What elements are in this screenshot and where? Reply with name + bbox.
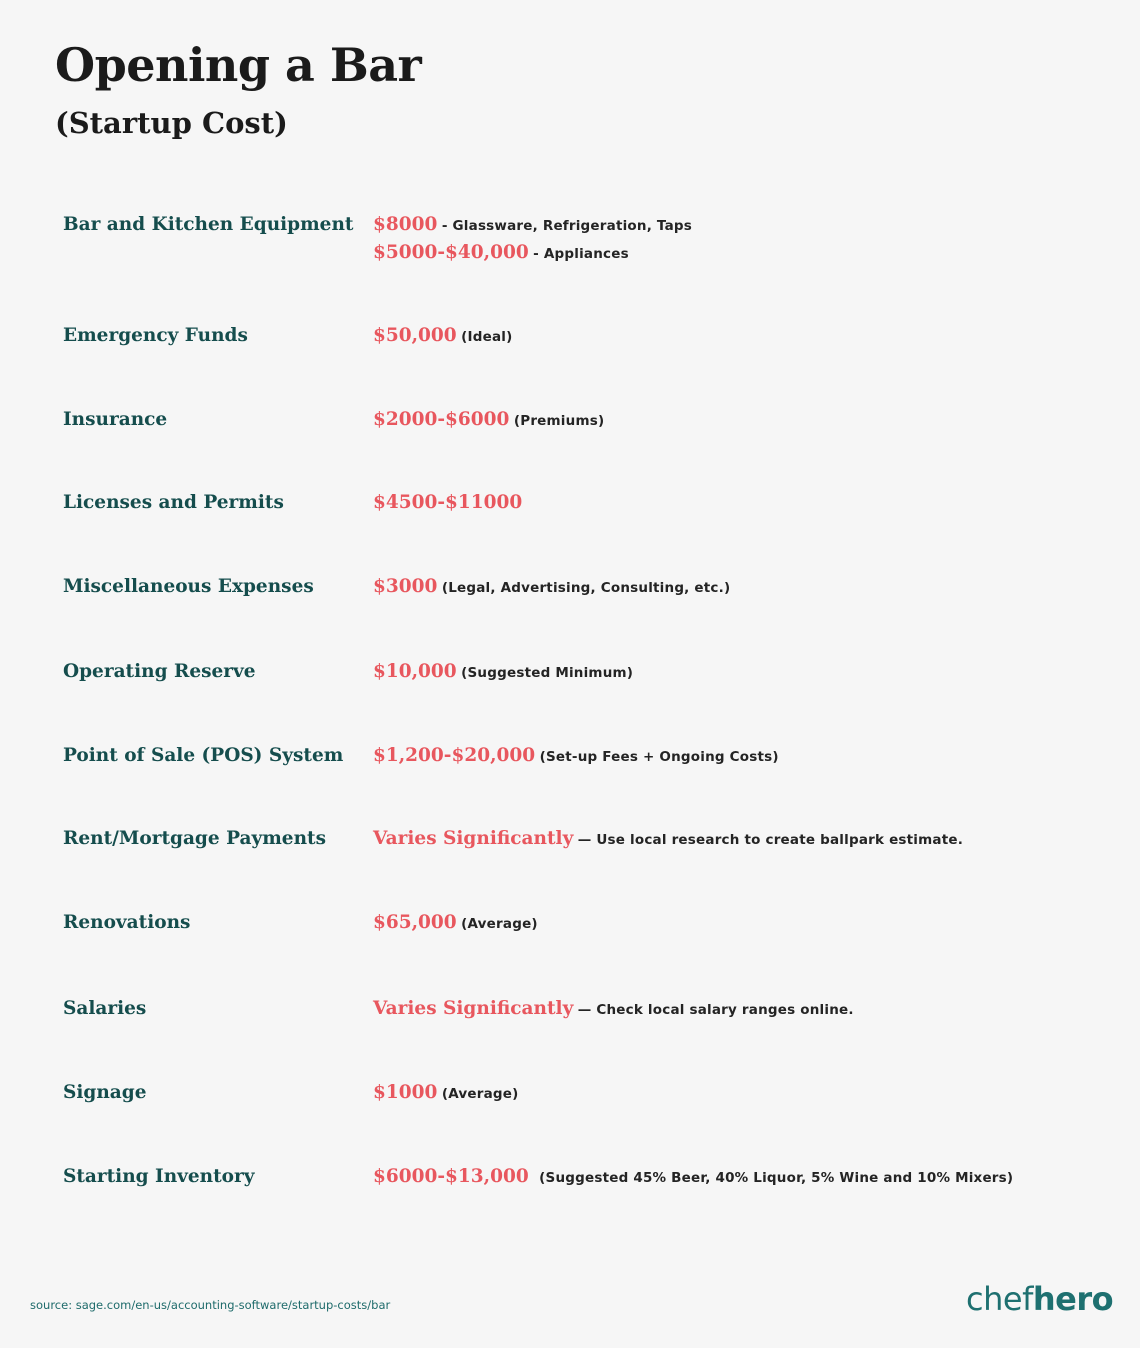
cost-note: — Check local salary ranges online. [577, 1002, 854, 1018]
cost-label: Renovations [63, 912, 191, 933]
cost-amount: $1000 [373, 1082, 438, 1103]
cost-values [373, 996, 854, 1024]
cost-label: Signage [63, 1082, 147, 1103]
cost-amount: Varies Significantly [373, 828, 574, 849]
cost-label: Rent/Mortgage Payments [63, 828, 326, 849]
cost-label: Miscellaneous Expenses [63, 576, 314, 597]
cost-note: - Glassware, Refrigeration, Taps [441, 218, 693, 234]
cost-line [373, 910, 538, 938]
cost-note: — Use local research to create ballpark estimate. [577, 832, 964, 848]
cost-amount: $3000 [373, 576, 438, 597]
cost-label: Licenses and Permits [63, 492, 284, 513]
cost-label: Insurance [63, 409, 168, 430]
cost-line [373, 743, 779, 771]
cost-note: (Legal, Advertising, Consulting, etc.) [441, 580, 731, 596]
cost-note: (Premiums) [513, 413, 605, 429]
source-citation: source: sage.com/en-us/accounting-software/startup-costs/bar [30, 1298, 391, 1312]
cost-amount: $50,000 [373, 325, 457, 346]
cost-values [373, 323, 512, 351]
cost-amount: $2000-$6000 [373, 409, 510, 430]
cost-line [373, 407, 604, 435]
cost-values [373, 490, 522, 518]
cost-values [373, 1164, 1013, 1192]
cost-amount: $5000-$40,000 [373, 242, 529, 263]
cost-values [373, 826, 963, 854]
cost-line [373, 574, 730, 602]
cost-label: Point of Sale (POS) System [63, 745, 344, 766]
cost-values [373, 212, 692, 268]
cost-note: (Ideal) [461, 329, 513, 345]
cost-line [373, 659, 633, 687]
cost-line [373, 490, 522, 518]
cost-note: - Appliances [533, 246, 629, 262]
cost-line [373, 323, 512, 351]
cost-amount: $4500-$11000 [373, 492, 523, 513]
cost-line [373, 240, 692, 268]
cost-label: Emergency Funds [63, 325, 248, 346]
cost-values [373, 574, 730, 602]
logo-text-bold: hero [1032, 1280, 1114, 1318]
cost-label: Operating Reserve [63, 661, 256, 682]
cost-line [373, 826, 963, 854]
chefhero-logo [966, 1280, 1113, 1318]
page-subtitle: (Startup Cost) [55, 106, 288, 140]
cost-values [373, 659, 633, 687]
cost-amount: $65,000 [373, 912, 457, 933]
cost-amount: Varies Significantly [373, 998, 574, 1019]
cost-amount: $10,000 [373, 661, 457, 682]
cost-amount: $1,200-$20,000 [373, 745, 536, 766]
cost-label: Starting Inventory [63, 1166, 255, 1187]
cost-values [373, 743, 779, 771]
cost-note: (Suggested 45% Beer, 40% Liquor, 5% Wine and 10% Mixers) [539, 1170, 1014, 1186]
page-title: Opening a Bar [55, 38, 422, 92]
cost-values [373, 1080, 518, 1108]
cost-note: (Average) [461, 916, 538, 932]
cost-values [373, 407, 604, 435]
cost-line [373, 996, 854, 1024]
cost-values [373, 910, 538, 938]
cost-line [373, 1080, 518, 1108]
cost-line [373, 1164, 1013, 1192]
cost-label: Bar and Kitchen Equipment [63, 214, 354, 235]
cost-amount: $6000-$13,000 [373, 1166, 529, 1187]
cost-amount: $8000 [373, 214, 438, 235]
cost-note: (Suggested Minimum) [461, 665, 634, 681]
cost-note: (Average) [441, 1086, 519, 1102]
cost-note: (Set-up Fees + Ongoing Costs) [539, 749, 779, 765]
cost-line [373, 212, 692, 240]
logo-text-light: chef [966, 1280, 1033, 1318]
cost-label: Salaries [63, 998, 147, 1019]
